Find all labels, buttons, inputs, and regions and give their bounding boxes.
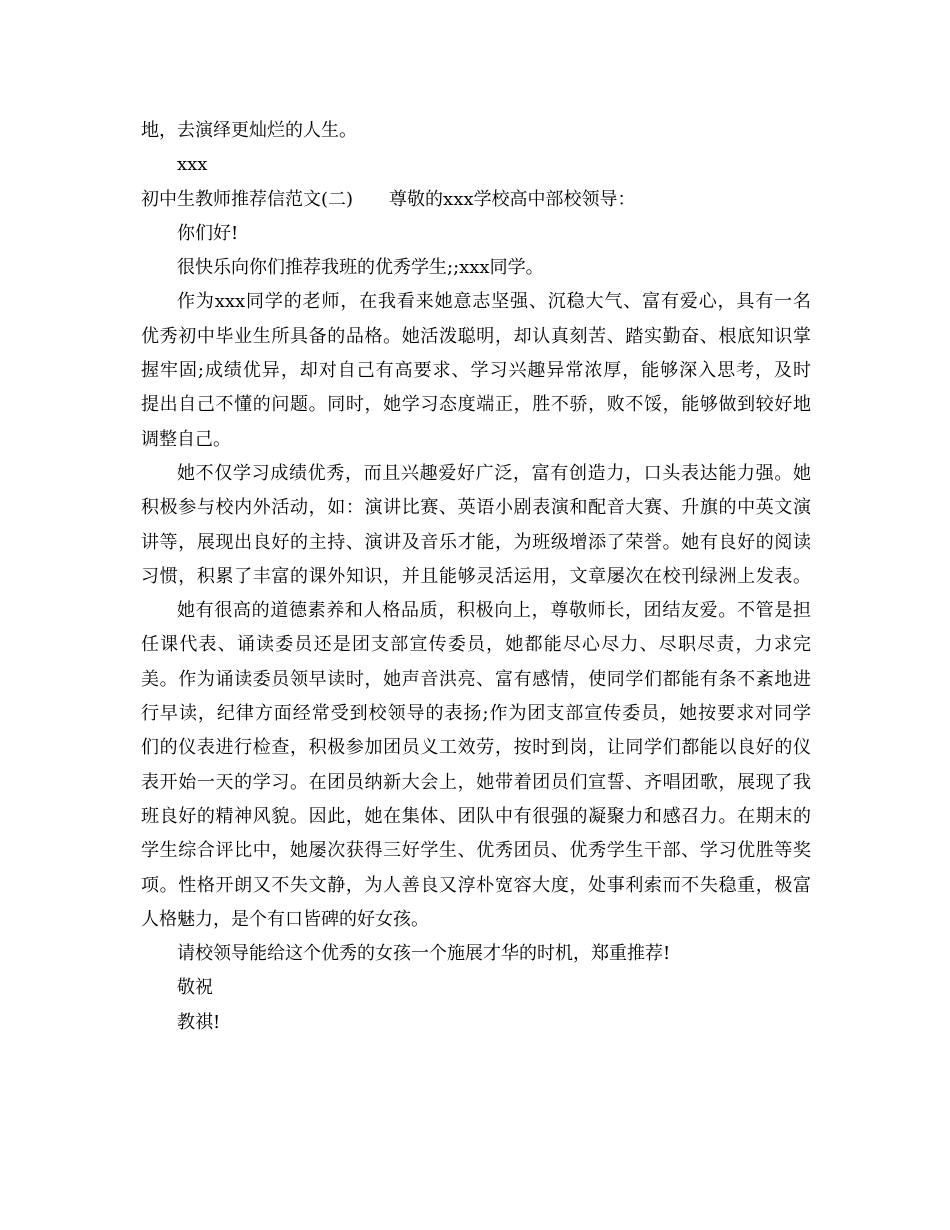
text-line: 她不仅学习成绩优秀，而且兴趣爱好广泛，富有创造力，口头表达能力强。她	[177, 462, 811, 484]
text-line: 教祺!	[177, 1011, 221, 1033]
text-line: xxx	[177, 154, 208, 176]
text-line: 积极参与校内外活动，如：演讲比赛、英语小剧表演和配音大赛、升旗的中英文演	[141, 497, 811, 519]
letter-body	[141, 114, 811, 1040]
text-line: 优秀初中毕业生所具备的品格。她活泼聪明，却认真刻苦、踏实勤奋、根底知识掌	[141, 325, 811, 347]
text-line: 你们好!	[177, 222, 239, 244]
text-line: 握牢固;成绩优异，却对自己有高要求、学习兴趣异常浓厚，能够深入思考，及时	[141, 360, 811, 382]
text-line: 初中生教师推荐信范文(二) 尊敬的xxx学校高中部校领导：	[141, 188, 636, 210]
text-line: 们的仪表进行检查，积极参加团员义工效劳，按时到岗，让同学们都能以良好的仪	[141, 737, 811, 759]
text-line: 提出自己不懂的问题。同时，她学习态度端正，胜不骄，败不馁，能够做到较好地	[141, 394, 811, 416]
text-line: 调整自己。	[141, 428, 231, 450]
text-line: 学生综合评比中，她屡次获得三好学生、优秀团员、优秀学生干部、学习优胜等奖	[141, 840, 811, 862]
text-line: 人格魅力，是个有口皆碑的好女孩。	[141, 908, 429, 930]
text-line: 行早读，纪律方面经常受到校领导的表扬;作为团支部宣传委员，她按要求对同学	[141, 703, 811, 725]
text-line: 美。作为诵读委员领早读时，她声音洪亮、富有感情，使同学们都能有条不紊地进	[141, 668, 811, 690]
text-line: 作为xxx同学的老师，在我看来她意志坚强、沉稳大气、富有爱心，具有一名	[177, 291, 811, 313]
text-line: 敬祝	[177, 977, 213, 999]
text-line: 项。性格开朗又不失文静，为人善良又淳朴宽容大度，处事利索而不失稳重，极富	[141, 874, 811, 896]
text-line: 她有很高的道德素养和人格品质，积极向上，尊敬师长，团结友爱。不管是担	[177, 600, 811, 622]
text-line: 很快乐向你们推荐我班的优秀学生;;xxx同学。	[177, 257, 544, 279]
text-line: 习惯，积累了丰富的课外知识，并且能够灵活运用，文章屡次在校刊绿洲上发表。	[141, 565, 811, 587]
text-line: 请校领导能给这个优秀的女孩一个施展才华的时机，郑重推荐!	[177, 943, 671, 965]
text-line: 讲等，展现出良好的主持、演讲及音乐才能，为班级增添了荣誉。她有良好的阅读	[141, 531, 811, 553]
text-line: 地，去演绎更灿烂的人生。	[141, 120, 357, 141]
text-line: 表开始一天的学习。在团员纳新大会上，她带着团员们宣誓、齐唱团歌，展现了我	[141, 771, 811, 793]
text-line: 班良好的精神风貌。因此，她在集体、团队中有很强的凝聚力和感召力。在期末的	[141, 805, 811, 827]
text-line: 任课代表、诵读委员还是团支部宣传委员，她都能尽心尽力、尽职尽责，力求完	[141, 634, 811, 656]
